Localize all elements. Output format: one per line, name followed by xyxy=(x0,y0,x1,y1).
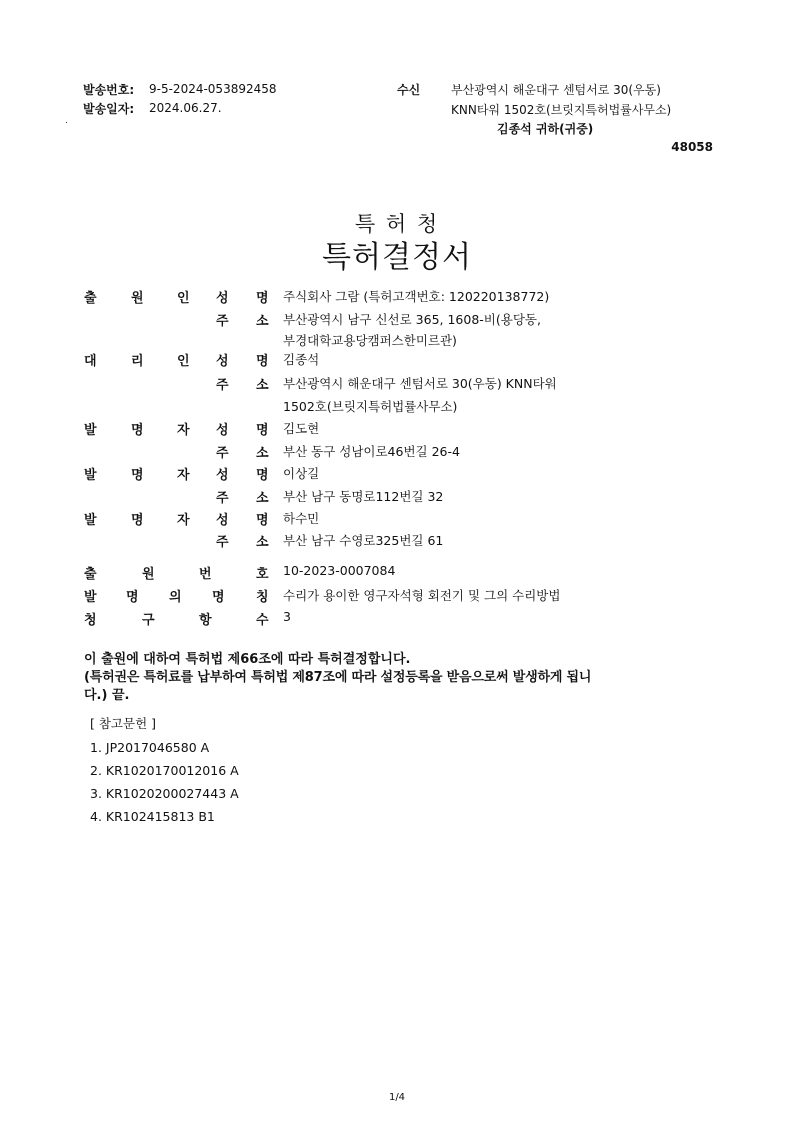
label-char: 성 xyxy=(216,291,229,306)
label-char: 주 xyxy=(216,535,229,550)
recipient-address-line1: 부산광역시 해운대구 센텀서로 30(우동) xyxy=(451,83,661,97)
label-char: 호 xyxy=(256,567,269,582)
label-char: 성 xyxy=(216,423,229,438)
agency-name: 특 허 청 xyxy=(354,212,440,236)
send-date-label: 발송일자: xyxy=(83,102,135,116)
decision-line1: 이 출원에 대하여 특허법 제66조에 따라 특허결정합니다. xyxy=(84,652,411,667)
recipient-name: 김종석 귀하(귀중) xyxy=(497,122,594,136)
agent-name: 김종석 xyxy=(283,352,320,367)
label-char: 명 xyxy=(126,590,139,605)
label-char: 인 xyxy=(177,354,190,369)
label-char: 주 xyxy=(216,314,229,329)
send-number-label: 발송번호: xyxy=(83,83,135,97)
label-char: 명 xyxy=(256,468,269,483)
label-char: 원 xyxy=(142,567,155,582)
inventor-name: 김도현 xyxy=(283,421,320,436)
postal-code: 48058 xyxy=(671,140,713,154)
label-char: 소 xyxy=(256,314,269,329)
label-char: 명 xyxy=(256,354,269,369)
label-char: 명 xyxy=(256,423,269,438)
label-char: 인 xyxy=(177,291,190,306)
stray-mark xyxy=(66,122,67,123)
agent-address-line1: 부산광역시 해운대구 센텀서로 30(우동) KNN타워 xyxy=(283,376,557,391)
label-char: 발 xyxy=(84,468,97,483)
label-char: 발 xyxy=(84,513,97,528)
label-char: 수 xyxy=(256,613,269,628)
label-char: 명 xyxy=(256,513,269,528)
inventor-address: 부산 남구 수영로325번길 61 xyxy=(283,533,444,548)
application-number: 10-2023-0007084 xyxy=(283,563,396,578)
label-char: 출 xyxy=(84,291,97,306)
reference-item: 2. KR1020170012016 A xyxy=(90,763,239,778)
invention-title: 수리가 용이한 영구자석형 회전기 및 그의 수리방법 xyxy=(283,588,561,603)
label-char: 명 xyxy=(131,513,144,528)
send-number: 9-5-2024-053892458 xyxy=(149,82,277,96)
document-title: 특허결정서 xyxy=(322,240,472,275)
applicant-name: 주식회사 그람 (특허고객번호: 120220138772) xyxy=(283,289,550,304)
label-char: 청 xyxy=(84,613,97,628)
inventor-address: 부산 동구 성남이로46번길 26-4 xyxy=(283,444,460,459)
references-title: [ 참고문헌 ] xyxy=(90,716,157,731)
label-char: 출 xyxy=(84,567,97,582)
label-char: 구 xyxy=(142,613,155,628)
label-char: 소 xyxy=(256,491,269,506)
label-char: 발 xyxy=(84,423,97,438)
reference-item: 1. JP2017046580 A xyxy=(90,740,210,755)
agent-address-line2: 1502호(브릿지특허법률사무소) xyxy=(283,399,458,414)
inventor-name: 이상길 xyxy=(283,466,320,481)
label-char: 주 xyxy=(216,491,229,506)
label-char: 성 xyxy=(216,354,229,369)
label-char: 자 xyxy=(177,513,190,528)
recipient-address-line2: KNN타워 1502호(브릿지특허법률사무소) xyxy=(451,103,672,117)
label-char: 명 xyxy=(131,423,144,438)
label-char: 명 xyxy=(212,590,225,605)
label-char: 소 xyxy=(256,535,269,550)
label-char: 칭 xyxy=(256,590,269,605)
label-char: 번 xyxy=(199,567,212,582)
reference-item: 4. KR102415813 B1 xyxy=(90,809,215,824)
label-char: 성 xyxy=(216,468,229,483)
claims-count: 3 xyxy=(283,609,291,624)
decision-line3: 다.) 끝. xyxy=(84,688,130,703)
inventor-address: 부산 남구 동명로112번길 32 xyxy=(283,489,444,504)
label-char: 대 xyxy=(84,354,97,369)
recipient-label: 수신 xyxy=(397,83,421,97)
label-char: 발 xyxy=(84,590,97,605)
decision-line2: (특허권은 특허료를 납부하여 특허법 제87조에 따라 설정등록을 받음으로써 발생하게 됩니 xyxy=(84,670,592,685)
inventor-name: 하수민 xyxy=(283,511,320,526)
page-number: 1/4 xyxy=(388,1092,406,1103)
send-date: 2024.06.27. xyxy=(149,101,222,115)
label-char: 원 xyxy=(131,291,144,306)
label-char: 의 xyxy=(169,590,182,605)
applicant-address-line2: 부경대학교용당캠퍼스한미르관) xyxy=(283,333,457,348)
label-char: 소 xyxy=(256,446,269,461)
applicant-address-line1: 부산광역시 남구 신선로 365, 1608-비(용당동, xyxy=(283,312,541,327)
label-char: 자 xyxy=(177,423,190,438)
label-char: 자 xyxy=(177,468,190,483)
label-char: 리 xyxy=(131,354,144,369)
label-char: 주 xyxy=(216,446,229,461)
label-char: 명 xyxy=(256,291,269,306)
label-char: 명 xyxy=(131,468,144,483)
reference-item: 3. KR1020200027443 A xyxy=(90,786,239,801)
label-char: 항 xyxy=(199,613,212,628)
label-char: 소 xyxy=(256,378,269,393)
label-char: 주 xyxy=(216,378,229,393)
label-char: 성 xyxy=(216,513,229,528)
